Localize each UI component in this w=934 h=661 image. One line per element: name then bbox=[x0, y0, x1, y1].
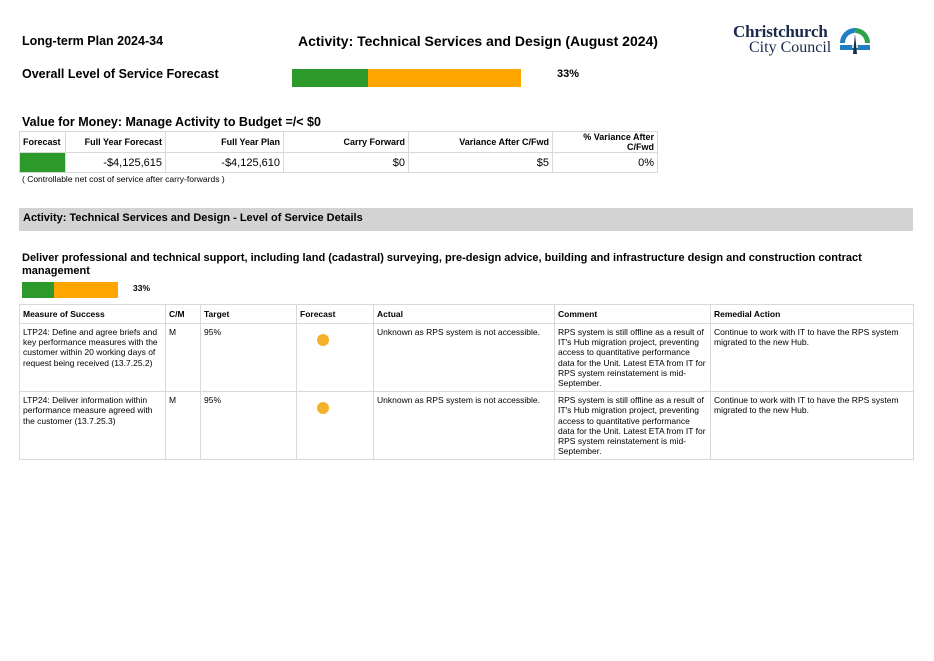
activity-title: Activity: Technical Services and Design (August 2024) bbox=[298, 33, 658, 49]
logo-text-line2: City Council bbox=[749, 39, 832, 56]
level-of-service-table bbox=[19, 304, 914, 460]
pct-variance-value: 0% bbox=[553, 153, 658, 173]
budget-table bbox=[19, 131, 658, 173]
council-logo bbox=[733, 22, 873, 58]
forecast-cell bbox=[297, 324, 374, 392]
col-cm: C/M bbox=[166, 305, 201, 324]
value-for-money-title: Value for Money: Manage Activity to Budget =/< $0 bbox=[22, 115, 321, 129]
section-header bbox=[19, 208, 913, 231]
cm-cell: M bbox=[166, 392, 201, 460]
objective-percent: 33% bbox=[133, 283, 151, 293]
carry-forward-value: $0 bbox=[284, 153, 409, 173]
progress-amber bbox=[368, 69, 521, 87]
comment-cell: RPS system is still offline as a result of IT's Hub migration project, preventing access to quantitative performance data for the Unit. Latest ETA from IT for RPS system reinstatement is mid-September. bbox=[555, 392, 711, 460]
logo-text-line1: Christchurch bbox=[733, 22, 828, 41]
objective-progress-bar bbox=[22, 282, 118, 298]
target-cell: 95% bbox=[201, 392, 297, 460]
measure-cell: LTP24: Define and agree briefs and key performance measures with the customer within 20 working days of request being received (13.7.25.2) bbox=[20, 324, 166, 392]
progress-green bbox=[22, 282, 54, 298]
col-forecast: Forecast bbox=[20, 132, 66, 153]
forecast-indicator bbox=[20, 153, 66, 173]
table-row bbox=[20, 392, 914, 460]
forecast-status-dot bbox=[317, 334, 329, 346]
overall-progress-bar bbox=[292, 69, 521, 87]
remedial-cell: Continue to work with IT to have the RPS system migrated to the new Hub. bbox=[711, 324, 914, 392]
forecast-status-dot bbox=[317, 402, 329, 414]
table-row bbox=[20, 324, 914, 392]
overall-percent: 33% bbox=[557, 68, 580, 80]
progress-amber bbox=[54, 282, 118, 298]
col-full-year-forecast: Full Year Forecast bbox=[66, 132, 166, 153]
cathedral-logo-icon bbox=[837, 24, 873, 58]
full-year-forecast-value: -$4,125,615 bbox=[66, 153, 166, 173]
col-pct-variance: % Variance After C/Fwd bbox=[553, 132, 658, 153]
plan-title: Long-term Plan 2024-34 bbox=[22, 34, 164, 48]
remedial-cell: Continue to work with IT to have the RPS system migrated to the new Hub. bbox=[711, 392, 914, 460]
actual-cell: Unknown as RPS system is not accessible. bbox=[374, 392, 555, 460]
section-title: Activity: Technical Services and Design - Level of Service Details bbox=[23, 212, 363, 224]
col-full-year-plan: Full Year Plan bbox=[166, 132, 284, 153]
full-year-plan-value: -$4,125,610 bbox=[166, 153, 284, 173]
progress-green bbox=[292, 69, 368, 87]
col-forecast: Forecast bbox=[297, 305, 374, 324]
objective-title: Deliver professional and technical support, including land (cadastral) surveying, pre-design advice, building and infrastructure design and construction contract management bbox=[22, 252, 862, 277]
col-carry-forward: Carry Forward bbox=[284, 132, 409, 153]
col-target: Target bbox=[201, 305, 297, 324]
actual-cell: Unknown as RPS system is not accessible. bbox=[374, 324, 555, 392]
forecast-cell bbox=[297, 392, 374, 460]
col-actual: Actual bbox=[374, 305, 555, 324]
target-cell: 95% bbox=[201, 324, 297, 392]
comment-cell: RPS system is still offline as a result of IT's Hub migration project, preventing access to quantitative performance data for the Unit. Latest ETA from IT for RPS system reinstatement is mid-September. bbox=[555, 324, 711, 392]
col-measure: Measure of Success bbox=[20, 305, 166, 324]
cm-cell: M bbox=[166, 324, 201, 392]
col-variance: Variance After C/Fwd bbox=[409, 132, 553, 153]
col-remedial: Remedial Action bbox=[711, 305, 914, 324]
variance-value: $5 bbox=[409, 153, 553, 173]
overall-forecast-label: Overall Level of Service Forecast bbox=[22, 67, 219, 81]
measure-cell: LTP24: Deliver information within performance measure agreed with the customer (13.7.25.3) bbox=[20, 392, 166, 460]
budget-row bbox=[20, 153, 658, 173]
budget-note: ( Controllable net cost of service after carry-forwards ) bbox=[22, 174, 225, 184]
col-comment: Comment bbox=[555, 305, 711, 324]
